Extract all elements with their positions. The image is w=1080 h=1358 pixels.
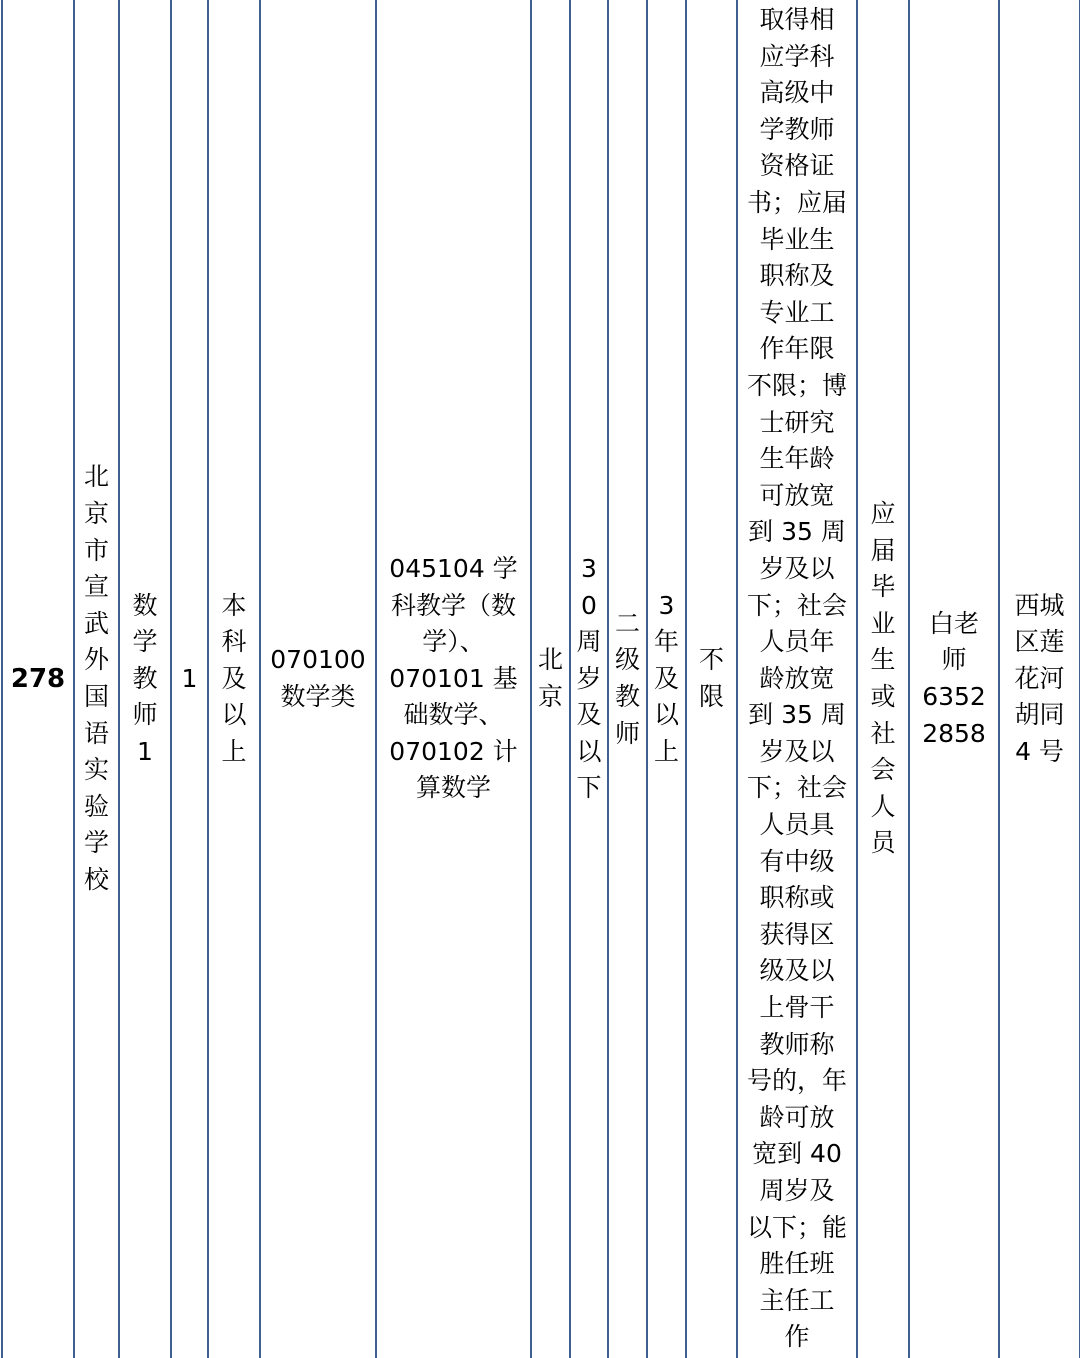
cell-text-line: 语 — [83, 718, 109, 748]
cell-text-line: 高级中 — [759, 78, 835, 108]
cell-text-line: 号的，年 — [746, 1066, 847, 1096]
cell-text-line: 校 — [83, 864, 109, 894]
cell-text-line: 算数学 — [415, 773, 491, 803]
cell-text-line: 3 — [658, 590, 675, 620]
cell-text-line: 主任工 — [759, 1285, 835, 1315]
cell-text-line: 外 — [83, 645, 109, 675]
cell-text-line: 验 — [83, 791, 109, 821]
cell-text-line: 数 — [132, 590, 158, 620]
cell-text-line: 0 — [581, 590, 597, 620]
cell-text-line: 到 35 周 — [748, 700, 846, 730]
cell-text-line: 4 号 — [1015, 736, 1064, 766]
cell-text-line: 下 — [576, 773, 602, 803]
cell-text-line: 教师称 — [759, 1029, 835, 1059]
cell-text-line: 毕业生 — [759, 224, 835, 254]
cell-text-line: 以 — [653, 700, 679, 730]
cell-text-line: 不 — [698, 645, 724, 675]
cell-text-line: 宽到 40 — [752, 1139, 842, 1169]
hiring-unit — [74, 0, 119, 1358]
notes — [737, 0, 857, 1358]
hukou-requirement — [531, 0, 570, 1358]
cell-text-line: 到 35 周 — [748, 517, 846, 547]
cell-text-line: 科 — [221, 627, 247, 657]
row-number: 278 — [2, 0, 74, 1358]
cell-text-line: 以 — [576, 736, 602, 766]
cell-text-line: 会 — [870, 755, 896, 785]
cell-text-line: 不限；博 — [746, 370, 847, 400]
cell-text-line: 可放宽 — [759, 480, 835, 510]
cell-text-line: 岁及以 — [759, 736, 835, 766]
cell-text-line: 有中级 — [759, 846, 835, 876]
work-experience — [647, 0, 686, 1358]
address — [999, 0, 1080, 1358]
cell-text-line: 区莲 — [1014, 627, 1065, 657]
cell-text-line: 础数学、 — [403, 700, 504, 730]
cell-text-line: 科教学（数 — [390, 590, 516, 620]
education-requirement — [208, 0, 260, 1358]
cell-text-line: 业 — [870, 608, 896, 638]
cell-text-line: 岁及以 — [759, 553, 835, 583]
cell-text-line: 070101 基 — [389, 663, 518, 693]
cell-text-line: 师 — [941, 645, 967, 675]
cell-text-line: 人员具 — [759, 810, 835, 840]
cell-text-line: 岁 — [576, 663, 602, 693]
cell-text-line: 北 — [537, 645, 563, 675]
cell-text-line: 毕 — [870, 572, 896, 602]
cell-text-line: 教 — [132, 663, 158, 693]
cell-text-line: 人员年 — [759, 627, 835, 657]
cell-text-line: 或 — [870, 682, 896, 711]
other-requirement — [686, 0, 737, 1358]
cell-text-line: 社 — [870, 718, 896, 748]
cell-text-line: 及 — [653, 663, 679, 693]
cell-text-line: 花河 — [1014, 663, 1065, 693]
cell-text-line: 以下；能 — [746, 1212, 847, 1242]
cell-text-line: 上 — [653, 736, 679, 766]
cell-text-line: 以 — [221, 700, 247, 730]
cell-text-line: 员 — [870, 828, 896, 858]
cell-text-line: 生 — [870, 645, 896, 675]
cell-text-line: 及 — [576, 700, 602, 730]
cell-text-line: 资格证 — [759, 151, 835, 181]
cell-text-line: 上 — [221, 736, 247, 766]
cell-text-line: 级及以 — [759, 956, 835, 986]
cell-text-line: 师 — [132, 700, 158, 730]
cell-text-line: 应学科 — [759, 41, 835, 71]
contact — [909, 0, 999, 1358]
cell-text-line: 3 — [581, 553, 597, 583]
cell-text-line: 实 — [83, 755, 109, 785]
cell-text-line: 学 — [83, 828, 109, 858]
cell-text-line: 作年限 — [759, 334, 835, 364]
cell-text-line: 京 — [537, 682, 563, 711]
job-posting-table — [1, 0, 1080, 1358]
cell-text-line: 专业工 — [759, 297, 835, 327]
position-name — [119, 0, 171, 1358]
cell-text-line: 宣 — [83, 572, 109, 602]
recruit-target — [857, 0, 909, 1358]
cell-text-line: 师 — [614, 718, 640, 748]
cell-text-line: 070102 计 — [389, 736, 518, 766]
cell-text-line: 限 — [698, 682, 724, 711]
graduate-major — [376, 0, 531, 1358]
cell-text-line: 6352 — [922, 682, 986, 711]
cell-text-line: 京 — [83, 499, 109, 529]
cell-text-line: 国 — [83, 682, 109, 711]
cell-text-line: 北 — [83, 462, 109, 492]
cell-text-line: 届 — [870, 535, 896, 565]
cell-text-line: 职称或 — [759, 883, 835, 913]
cell-text-line: 学教师 — [759, 114, 835, 144]
headcount: 1 — [171, 0, 208, 1358]
cell-text-line: 及 — [221, 663, 247, 693]
cell-text-line: 2858 — [922, 718, 986, 748]
cell-text-line: 年 — [653, 627, 679, 657]
cell-text-line: 书；应届 — [746, 187, 847, 217]
cell-text-line: 西城 — [1014, 590, 1065, 620]
cell-text-line: 本 — [221, 590, 247, 620]
cell-text-line: 取得相 — [759, 5, 835, 35]
cell-text-line: 上骨干 — [759, 993, 835, 1023]
cell-text-line: 应 — [870, 499, 896, 529]
cell-text-line: 教 — [614, 682, 640, 711]
cell-text-line: 武 — [83, 608, 109, 638]
professional-title — [608, 0, 647, 1358]
cell-text-line: 周岁及 — [759, 1176, 835, 1206]
cell-text-line: 白老 — [928, 608, 979, 638]
cell-text-line: 1 — [137, 736, 153, 766]
cell-text-line: 周 — [576, 627, 602, 657]
cell-text-line: 学）、 — [422, 627, 485, 657]
cell-text-line: 学 — [132, 627, 158, 657]
undergraduate-major — [260, 0, 376, 1358]
cell-text-line: 下；社会 — [746, 590, 847, 620]
age-requirement — [570, 0, 608, 1358]
cell-text-line: 045104 学 — [389, 553, 518, 583]
cell-text-line: 胜任班 — [759, 1249, 835, 1279]
cell-text-line: 市 — [83, 535, 109, 565]
cell-text-line: 作 — [784, 1322, 810, 1352]
table-row — [2, 0, 1080, 1358]
cell-text-line: 胡同 — [1014, 700, 1065, 730]
cell-text-line: 获得区 — [759, 919, 835, 949]
cell-text-line: 人 — [870, 791, 896, 821]
cell-text-line: 生年龄 — [759, 444, 835, 474]
cell-text-line: 二 — [614, 608, 640, 638]
cell-text-line: 级 — [614, 645, 640, 675]
cell-text-line: 数学类 — [280, 682, 356, 711]
cell-text-line: 龄可放 — [759, 1102, 835, 1132]
cell-text-line: 下；社会 — [746, 773, 847, 803]
cell-text-line: 070100 — [270, 645, 366, 675]
cell-text-line: 士研究 — [759, 407, 835, 437]
cell-text-line: 职称及 — [759, 261, 835, 291]
cell-text-line: 龄放宽 — [759, 663, 835, 693]
